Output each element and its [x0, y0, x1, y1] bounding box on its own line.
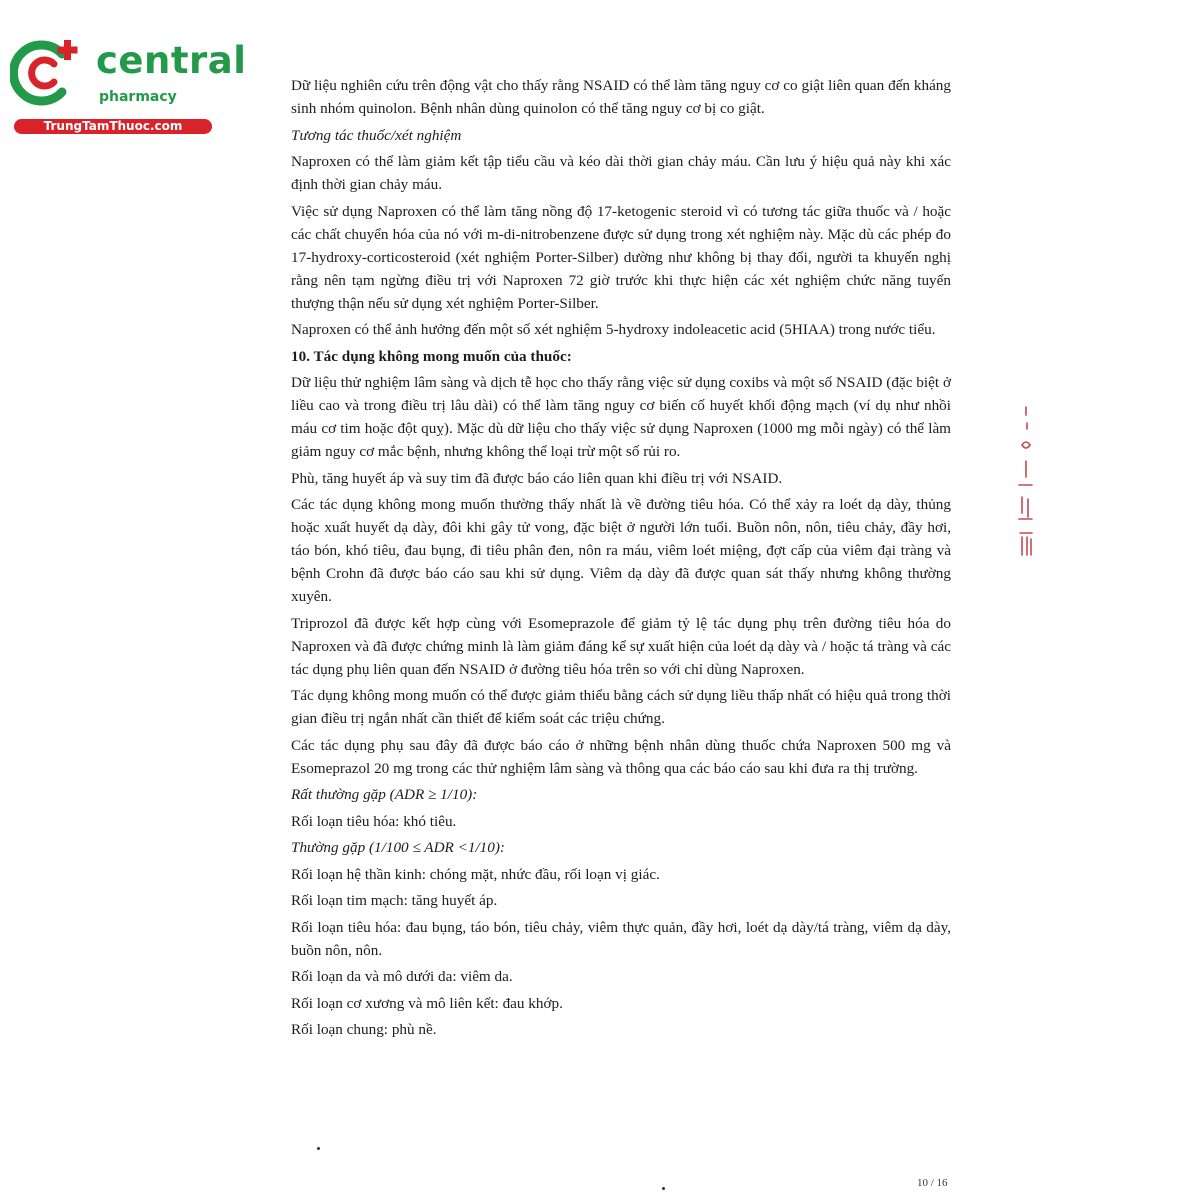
section-heading: 10. Tác dụng không mong muốn của thuốc:: [291, 347, 572, 365]
list-item: Rối loạn tim mạch: tăng huyết áp.: [291, 892, 498, 909]
list-item: Rối loạn tiêu hóa: đau bụng, táo bón, tiêu chảy, viêm thực quản, đầy hơi, loét dạ dày/tá tràng, viêm dạ dày, buồn nôn, nôn.: [291, 918, 951, 959]
red-stamp-mark: [1010, 405, 1040, 565]
paragraph: Naproxen có thể làm giảm kết tập tiểu cầu và kéo dài thời gian chảy máu. Cần lưu ý hiệu quả này khi xác định thời gian chảy máu.: [291, 153, 951, 193]
pharmacy-cross-icon: [10, 38, 82, 106]
paragraph: Tác dụng không mong muốn có thể được giảm thiểu bằng cách sử dụng liều thấp nhất có hiệu quả trong thời gian điều trị ngắn nhất cần thiết để kiểm soát các triệu chứng.: [291, 687, 951, 727]
paragraph: Dữ liệu thử nghiệm lâm sàng và dịch tễ học cho thấy rằng việc sử dụng coxibs và một số NSAID (đặc biệt ở liều cao và trong điều trị lâu dài) có thể làm tăng nguy cơ biến cố huyết khối động mạch (ví dụ như nhồi máu cơ tim hoặc đột quỵ). Mặc dù dữ liệu cho thấy việc sử dụng Naproxen (1000 mg mỗi ngày) có thể làm giảm nguy cơ mắc bệnh, nhưng không thể loại trừ một số rủi ro.: [291, 374, 951, 460]
list-item: Rối loạn da và mô dưới da: viêm da.: [291, 968, 513, 985]
paragraph: Việc sử dụng Naproxen có thể làm tăng nồng độ 17-ketogenic steroid vì có tương tác giữa thuốc và / hoặc các chất chuyển hóa của nó với m-di-nitrobenzene được sử dụng trong xét nghiệm này. Mặc dù các phép đo 17-hydroxy-corticosteroid (xét nghiệm Porter-Silber) dường như không bị thay đổi, người ta khuyến nghị rằng nên tạm ngừng điều trị với Naproxen 72 giờ trước khi thực hiện các xét nghiệm chức năng tuyến thượng thận nếu sử dụng xét nghiệm Porter-Silber.: [291, 202, 951, 312]
list-item: Rối loạn hệ thần kinh: chóng mặt, nhức đầu, rối loạn vị giác.: [291, 865, 660, 883]
scan-speck: [317, 1147, 320, 1150]
page-number: 10 / 16: [917, 1177, 948, 1189]
list-item: Rối loạn chung: phù nề.: [291, 1021, 437, 1038]
scan-speck: [662, 1187, 665, 1190]
paragraph: Phù, tăng huyết áp và suy tim đã được báo cáo liên quan khi điều trị với NSAID.: [291, 469, 783, 487]
logo-subtitle: pharmacy: [99, 89, 177, 105]
frequency-label: Rất thường gặp (ADR ≥ 1/10):: [291, 786, 478, 803]
list-item: Rối loạn cơ xương và mô liên kết: đau khớp.: [291, 994, 563, 1012]
central-pharmacy-logo: [10, 38, 247, 138]
paragraph: Triprozol đã được kết hợp cùng với Esomeprazole để giảm tỷ lệ tác dụng phụ trên đường tiêu hóa do Naproxen và đã được chứng minh là làm giảm đáng kể sự xuất hiện của loét dạ dày và / hoặc tá tràng và các tác dụng phụ liên quan đến NSAID ở đường tiêu hóa trên so với chỉ dùng Naproxen.: [291, 614, 951, 678]
paragraph: Các tác dụng phụ sau đây đã được báo cáo ở những bệnh nhân dùng thuốc chứa Naproxen 500 mg và Esomeprazol 20 mg trong các thử nghiệm lâm sàng và thông qua các báo cáo sau khi đưa ra thị trường.: [291, 736, 951, 777]
frequency-label: Thường gặp (1/100 ≤ ADR <1/10):: [291, 839, 505, 856]
logo-banner: TrungTamThuoc.com: [14, 119, 212, 134]
paragraph: Các tác dụng không mong muốn thường thấy nhất là về đường tiêu hóa. Có thể xảy ra loét dạ dày, thủng hoặc xuất huyết dạ dày, đôi khi gây tử vong, đặc biệt ở người lớn tuổi. Buồn nôn, nôn, tiêu chảy, đầy hơi, táo bón, khó tiêu, đau bụng, đi tiêu phân đen, nôn ra máu, viêm loét miệng, đợt cấp của viêm đại tràng và bệnh Crohn đã được báo cáo sau khi sử dụng. Viêm dạ dày đã được quan sát thấy nhưng không thường xuyên.: [291, 496, 951, 605]
paragraph: Dữ liệu nghiên cứu trên động vật cho thấy rằng NSAID có thể làm tăng nguy cơ co giật liên quan đến kháng sinh nhóm quinolon. Bệnh nhân dùng quinolon có thể tăng nguy cơ bị co giật.: [291, 77, 951, 117]
document-body: [291, 74, 951, 1045]
logo-name: central: [96, 39, 247, 82]
list-item: Rối loạn tiêu hóa: khó tiêu.: [291, 812, 457, 830]
paragraph: Naproxen có thể ảnh hưởng đến một số xét nghiệm 5-hydroxy indoleacetic acid (5HIAA) trong nước tiểu.: [291, 321, 936, 338]
section-subheading: Tương tác thuốc/xét nghiệm: [291, 126, 462, 144]
